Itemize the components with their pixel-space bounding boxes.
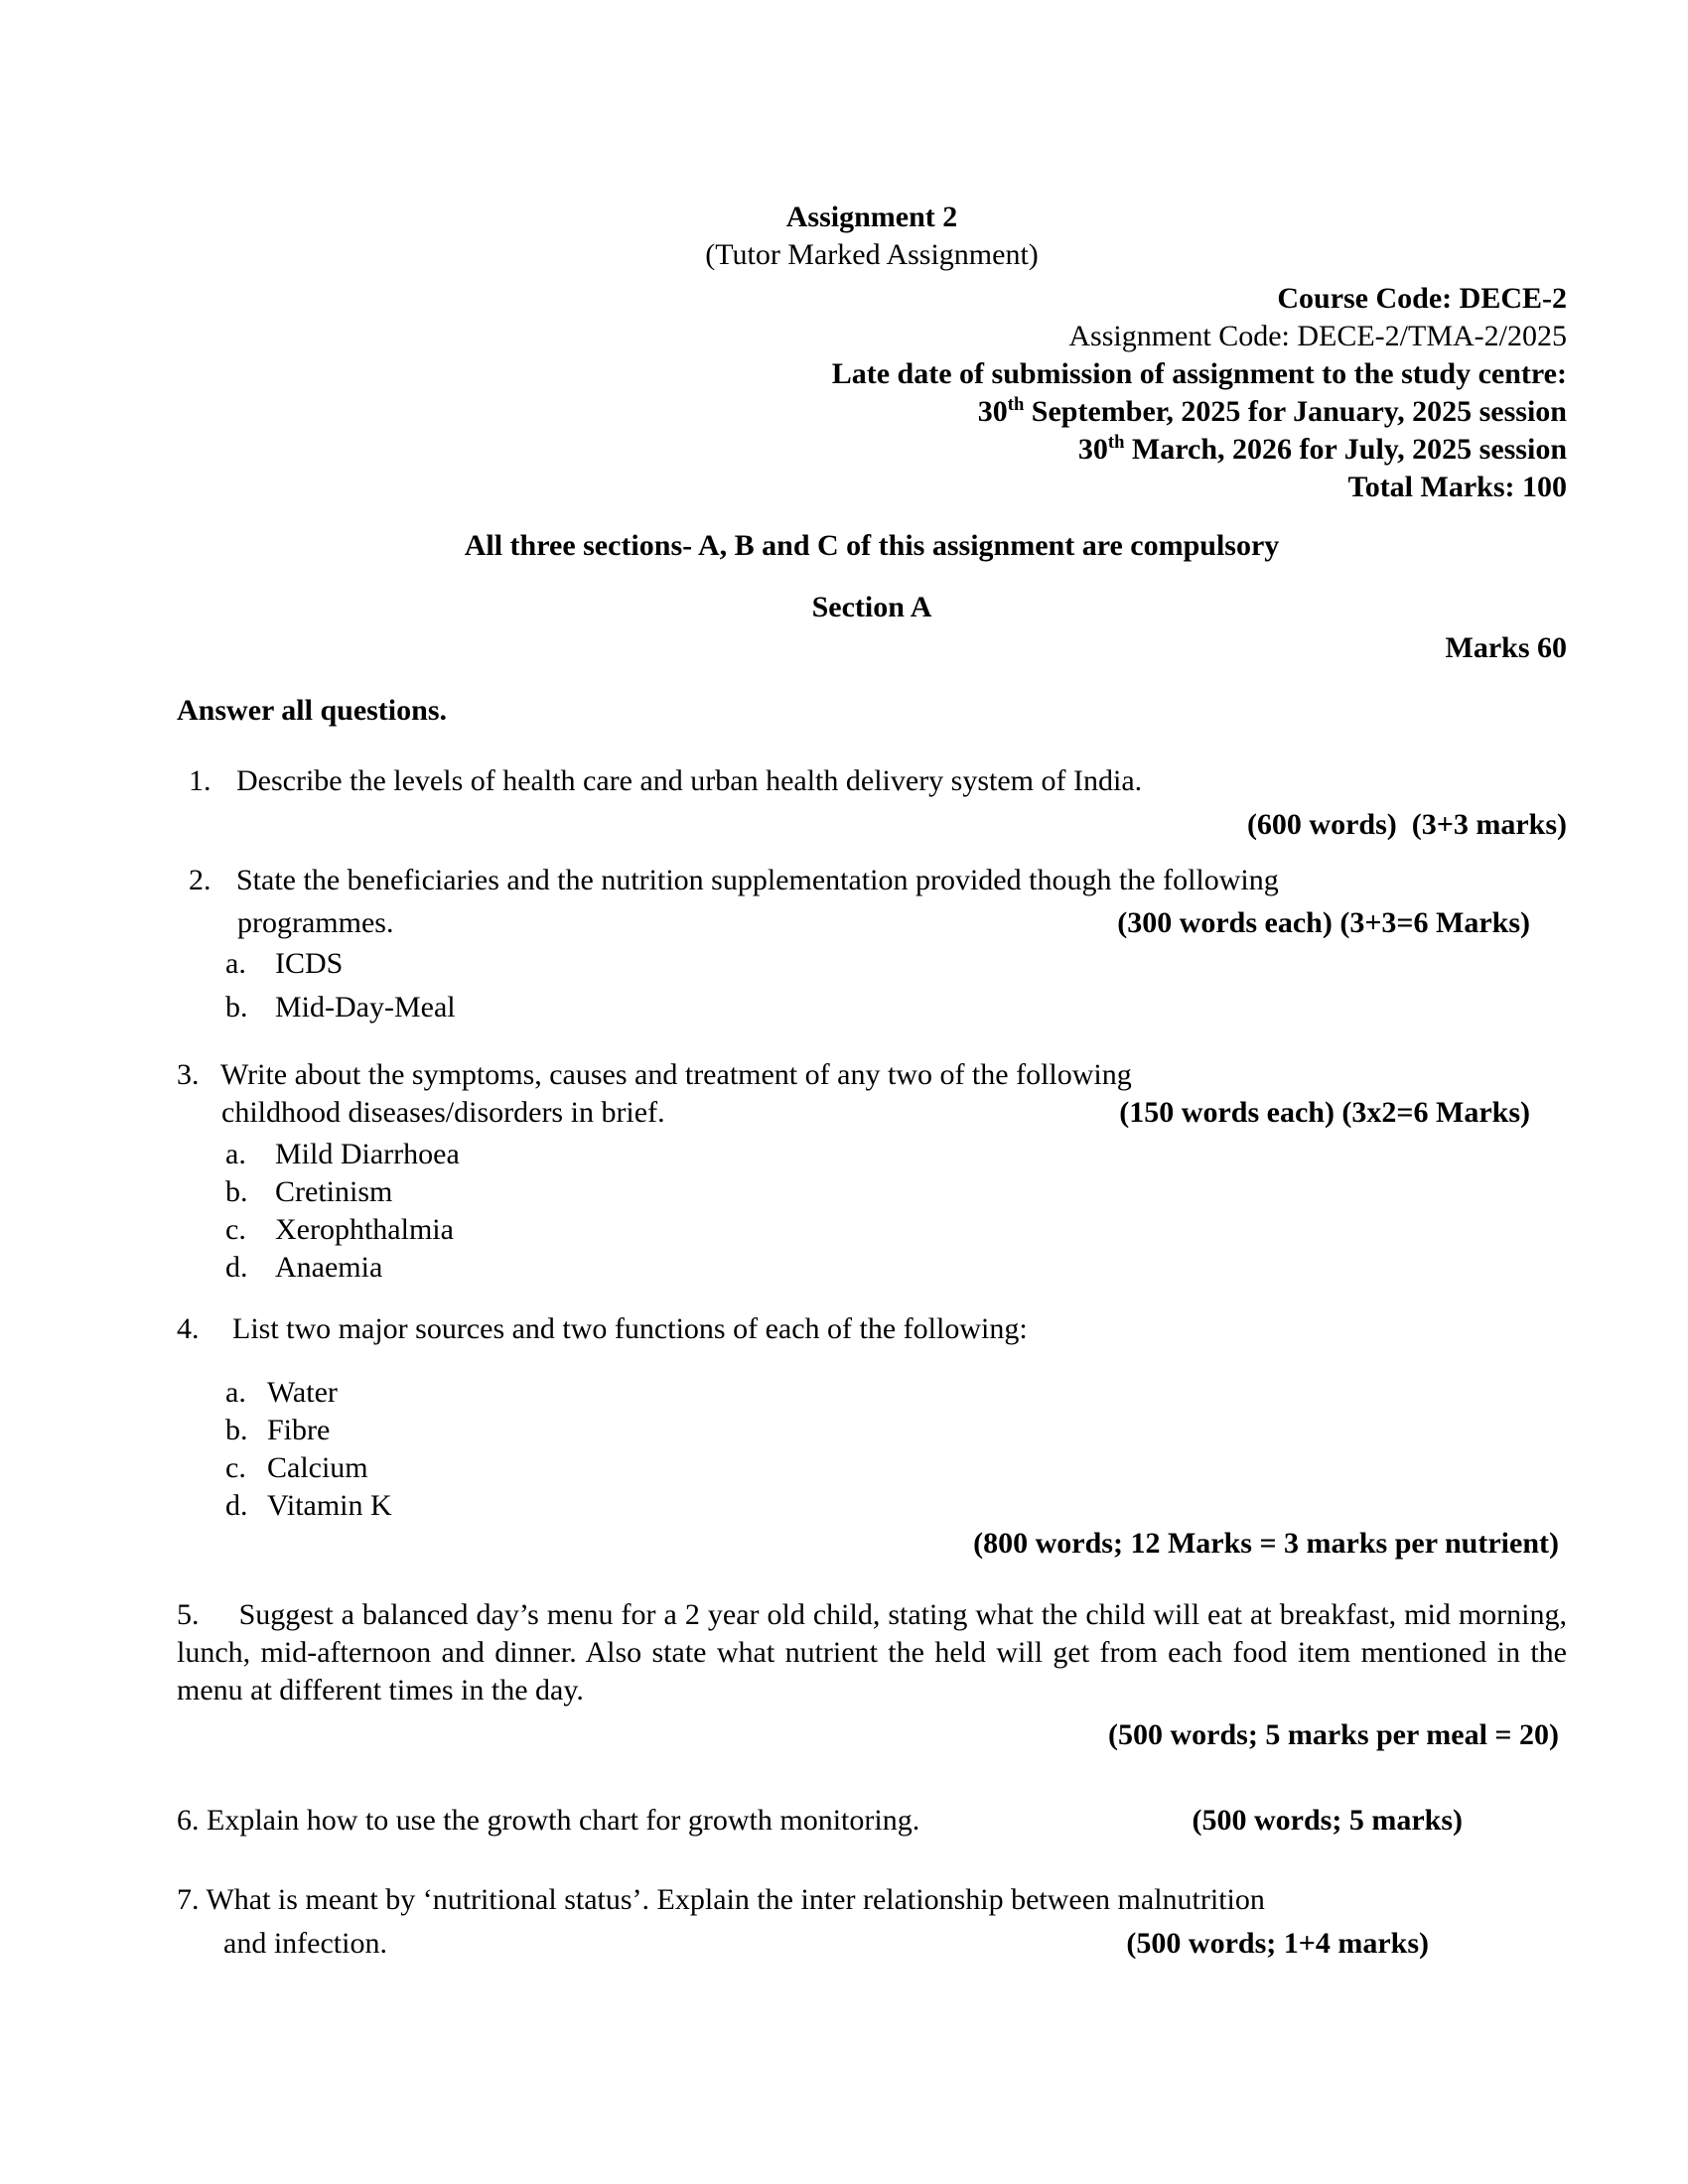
question-2-marks: (300 words each) (3+3=6 Marks) [1117, 906, 1530, 939]
item-letter: c. [225, 1213, 246, 1246]
late-date-label: Late date of submission of assignment to the study centre: [831, 357, 1567, 390]
section-marks: Marks 60 [1445, 631, 1567, 664]
question-3-text-2: childhood diseases/disorders in brief. [221, 1096, 665, 1129]
question-2-number: 2. [189, 864, 211, 896]
item-text: Mid-Day-Meal [275, 991, 456, 1024]
item-letter: a. [225, 1138, 246, 1170]
document-content [177, 199, 1567, 1963]
item-letter: a. [225, 1376, 246, 1409]
item-letter: d. [225, 1489, 248, 1522]
question-2-item-b [225, 989, 1567, 1026]
question-2-text-2: programmes. [237, 906, 394, 939]
question-7-text: 7. What is meant by ‘nutritional status’. Explain the inter relationship between malnutrition [177, 1883, 1265, 1916]
item-letter: d. [225, 1251, 248, 1284]
item-text: Calcium [267, 1451, 368, 1484]
item-letter: a. [225, 947, 246, 980]
item-letter: b. [225, 1175, 248, 1208]
question-3-item-c [225, 1211, 1567, 1249]
question-4-number: 4. [177, 1312, 200, 1345]
item-letter: b. [225, 991, 248, 1024]
instruction: Answer all questions. [177, 694, 447, 727]
item-text: Vitamin K [267, 1489, 392, 1522]
question-5-text: 5. Suggest a balanced day’s menu for a 2 year old child, stating what the child will eat at breakfast, mid morning, lunch, mid-afternoon and dinner. Also state what nutrient the held will get from each food item mentioned in the menu at different times in the day. [177, 1598, 1567, 1706]
question-3-text: Write about the symptoms, causes and treatment of any two of the following [220, 1058, 1132, 1091]
compulsory-notice: All three sections- A, B and C of this assignment are compulsory [464, 529, 1280, 562]
question-2-item-a [225, 945, 1567, 983]
question-3-item-d [225, 1249, 1567, 1287]
question-4-item-b [225, 1412, 1567, 1449]
item-text: Xerophthalmia [275, 1213, 454, 1246]
course-code: Course Code: DECE-2 [1277, 282, 1567, 315]
question-4-item-d [225, 1487, 1567, 1525]
assignment-code: Assignment Code: DECE-2/TMA-2/2025 [1068, 320, 1567, 352]
total-marks: Total Marks: 100 [1347, 471, 1567, 503]
question-4-text: List two major sources and two functions of each of the following: [232, 1312, 1028, 1345]
question-1-number: 1. [189, 764, 211, 797]
submission-date-july-session [177, 431, 1567, 469]
question-2 [177, 862, 1567, 899]
question-3-number: 3. [177, 1058, 200, 1091]
item-text: Fibre [267, 1414, 331, 1446]
date-ordinal: th [1107, 432, 1125, 453]
item-text: Water [267, 1376, 338, 1409]
question-4-item-c [225, 1449, 1567, 1487]
question-4 [177, 1310, 1567, 1348]
section-a-heading: Section A [811, 591, 932, 623]
question-5-marks: (500 words; 5 marks per meal = 20) [1108, 1718, 1559, 1751]
item-text: Cretinism [275, 1175, 393, 1208]
question-4-item-a [225, 1374, 1567, 1412]
item-text: Mild Diarrhoea [275, 1138, 460, 1170]
question-2-text: State the beneficiaries and the nutrition supplementation provided though the following [236, 864, 1279, 896]
question-7-continuation [223, 1925, 1567, 1963]
question-6-marks: (500 words; 5 marks) [1192, 1804, 1463, 1837]
question-1-marks: (600 words) (3+3 marks) [1246, 808, 1567, 841]
question-3-item-b [225, 1173, 1567, 1211]
submission-date-january-session [177, 393, 1567, 431]
question-6-text: 6. Explain how to use the growth chart for growth monitoring. [177, 1804, 920, 1837]
date-ordinal: th [1007, 394, 1025, 415]
date-day: 30 [1077, 433, 1108, 466]
assignment-subtitle: (Tutor Marked Assignment) [705, 238, 1039, 271]
question-2-continuation [237, 904, 1567, 942]
item-letter: c. [225, 1451, 246, 1484]
item-text: ICDS [275, 947, 344, 980]
date-rest: March, 2026 for July, 2025 session [1124, 433, 1567, 466]
item-letter: b. [225, 1414, 248, 1446]
question-3-continuation [221, 1094, 1567, 1132]
item-text: Anaemia [275, 1251, 383, 1284]
question-1 [177, 762, 1567, 800]
question-3 [177, 1056, 1567, 1094]
assignment-title: Assignment 2 [785, 201, 958, 233]
question-6 [177, 1802, 1567, 1840]
question-3-item-a [225, 1136, 1567, 1173]
question-4-marks: (800 words; 12 Marks = 3 marks per nutrient) [973, 1527, 1559, 1560]
question-1-text: Describe the levels of health care and urban health delivery system of India. [236, 764, 1143, 797]
question-3-marks: (150 words each) (3x2=6 Marks) [1119, 1096, 1530, 1129]
date-day: 30 [977, 395, 1008, 428]
question-7-marks: (500 words; 1+4 marks) [1126, 1927, 1429, 1960]
date-rest: September, 2025 for January, 2025 session [1024, 395, 1567, 428]
question-7-text-2: and infection. [223, 1927, 387, 1960]
